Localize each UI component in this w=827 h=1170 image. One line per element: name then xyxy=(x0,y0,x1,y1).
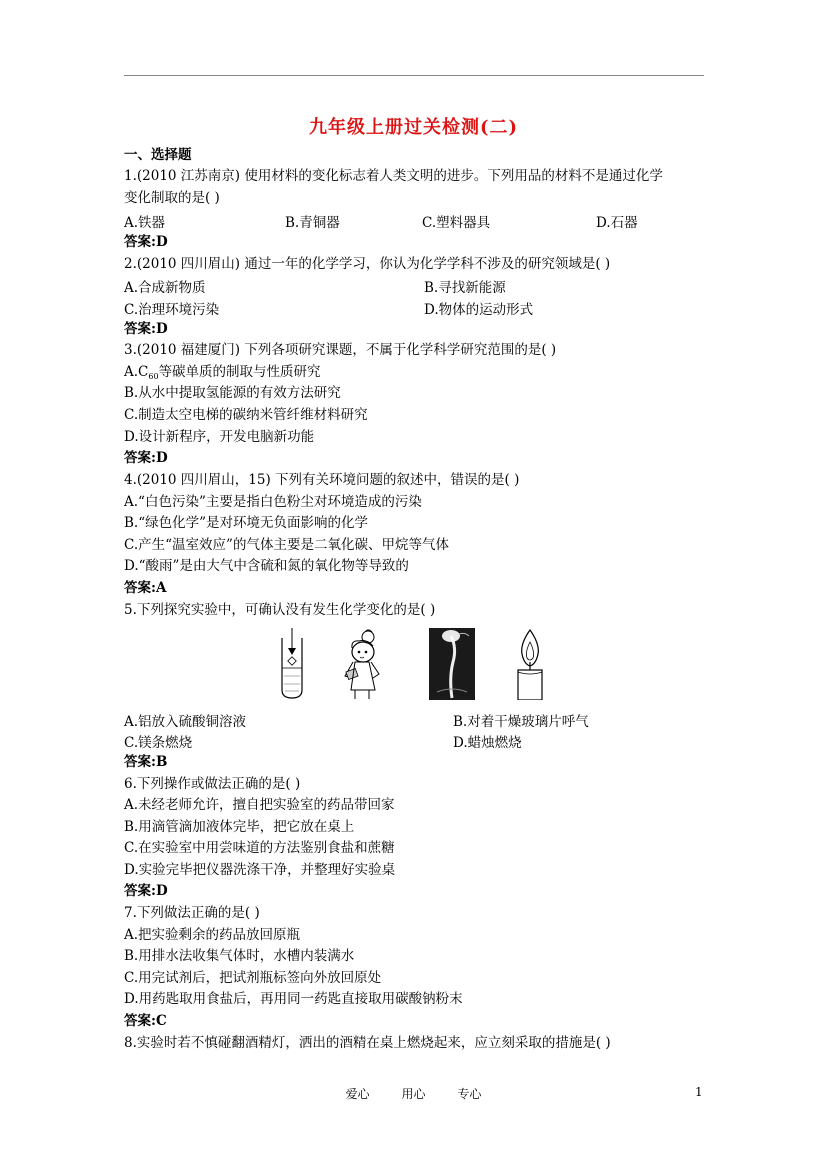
footer-text-3: 专心 xyxy=(457,1087,482,1101)
q1-stem-line2: 变化制取的是( ) xyxy=(124,190,220,206)
q1-option-d: D.石器 xyxy=(596,215,638,231)
q3-option-a-prefix: A.C xyxy=(124,364,149,380)
q2-option-d: D.物体的运动形式 xyxy=(424,302,534,318)
q4-option-a: A.“白色污染”主要是指白色粉尘对环境造成的污染 xyxy=(124,494,422,510)
q6-option-c: C.在实验室中用尝味道的方法鉴别食盐和蔗糖 xyxy=(124,840,395,856)
test-tube-figure xyxy=(278,628,306,700)
q6-option-d: D.实验完毕把仪器洗涤干净，并整理好实验桌 xyxy=(124,862,396,878)
q1-stem-line1: 1.(2010 江苏南京) 使用材料的变化标志着人类文明的进步。下列用品的材料不是通过化学 xyxy=(124,168,663,184)
q1-option-c: C.塑料器具 xyxy=(422,215,491,231)
footer-text-2: 用心 xyxy=(401,1087,426,1101)
q3-option-d: D.设计新程序，开发电脑新功能 xyxy=(124,429,315,445)
q4-option-b: B.“绿色化学”是对环境无负面影响的化学 xyxy=(124,515,369,531)
q8-stem: 8.实验时若不慎碰翻酒精灯，洒出的酒精在桌上燃烧起来，应立刻采取的措施是( ) xyxy=(124,1035,611,1051)
q5-stem: 5.下列探究实验中，可确认没有发生化学变化的是( ) xyxy=(124,602,436,618)
q7-option-c: C.用完试剂后，把试剂瓶标签向外放回原处 xyxy=(124,970,382,986)
q7-stem: 7.下列做法正确的是( ) xyxy=(124,905,260,921)
q2-option-a: A.合成新物质 xyxy=(124,280,206,296)
q4-option-c: C.产生“温室效应”的气体主要是二氧化碳、甲烷等气体 xyxy=(124,537,449,553)
q5-option-a: A.铝放入硫酸铜溶液 xyxy=(124,714,247,730)
magnesium-burning-figure xyxy=(429,628,475,700)
q2-option-c: C.治理环境污染 xyxy=(124,302,220,318)
page-title: 九年级上册过关检测(二) xyxy=(308,117,519,138)
header-rule xyxy=(124,75,704,76)
section-heading: 一、选择题 xyxy=(124,147,192,163)
q2-option-b: B.寻找新能源 xyxy=(424,280,506,296)
q4-answer: 答案:A xyxy=(124,580,167,596)
girl-breathing-figure xyxy=(335,628,385,700)
q3-option-a xyxy=(124,363,321,386)
q1-option-b: B.青铜器 xyxy=(285,215,340,231)
q5-option-c: C.镁条燃烧 xyxy=(124,735,193,751)
q1-option-a: A.铁器 xyxy=(124,215,166,231)
q3-answer: 答案:D xyxy=(124,450,168,466)
q2-answer: 答案:D xyxy=(124,321,168,337)
q1-answer: 答案:D xyxy=(124,234,168,250)
q6-option-b: B.用滴管滴加液体完毕，把它放在桌上 xyxy=(124,819,355,835)
q7-answer: 答案:C xyxy=(124,1013,167,1029)
footer-text-1: 爱心 xyxy=(345,1087,370,1101)
q4-option-d: D.“酸雨”是由大气中含硫和氮的氧化物等导致的 xyxy=(124,558,409,574)
candle-figure xyxy=(512,628,548,700)
q4-stem: 4.(2010 四川眉山，15) 下列有关环境问题的叙述中，错误的是( ) xyxy=(124,472,520,488)
q3-option-b: B.从水中提取氢能源的有效方法研究 xyxy=(124,385,341,401)
page-footer xyxy=(0,1085,827,1102)
q5-answer: 答案:B xyxy=(124,754,168,770)
q3-option-a-text: 等碳单质的制取与性质研究 xyxy=(158,364,321,380)
page-number: 1 xyxy=(695,1085,703,1099)
q7-option-d: D.用药匙取用食盐后，再用同一药匙直接取用碳酸钠粉末 xyxy=(124,991,463,1007)
q3-stem: 3.(2010 福建厦门) 下列各项研究课题，不属于化学科学研究范围的是( ) xyxy=(124,342,557,358)
q7-option-b: B.用排水法收集气体时，水槽内装满水 xyxy=(124,948,355,964)
q2-stem: 2.(2010 四川眉山) 通过一年的化学学习，你认为化学学科不涉及的研究领域是( ) xyxy=(124,256,611,272)
q5-option-d: D.蜡烛燃烧 xyxy=(453,735,522,751)
q3-option-c: C.制造太空电梯的碳纳米管纤维材料研究 xyxy=(124,407,368,423)
q6-stem: 6.下列操作或做法正确的是( ) xyxy=(124,776,301,792)
q3-option-a-subscript: 60 xyxy=(148,372,159,381)
q6-option-a: A.未经老师允许，擅自把实验室的药品带回家 xyxy=(124,797,395,813)
q5-option-b: B.对着干燥玻璃片呼气 xyxy=(453,714,589,730)
q7-option-a: A.把实验剩余的药品放回原瓶 xyxy=(124,927,301,943)
q6-answer: 答案:D xyxy=(124,883,168,899)
